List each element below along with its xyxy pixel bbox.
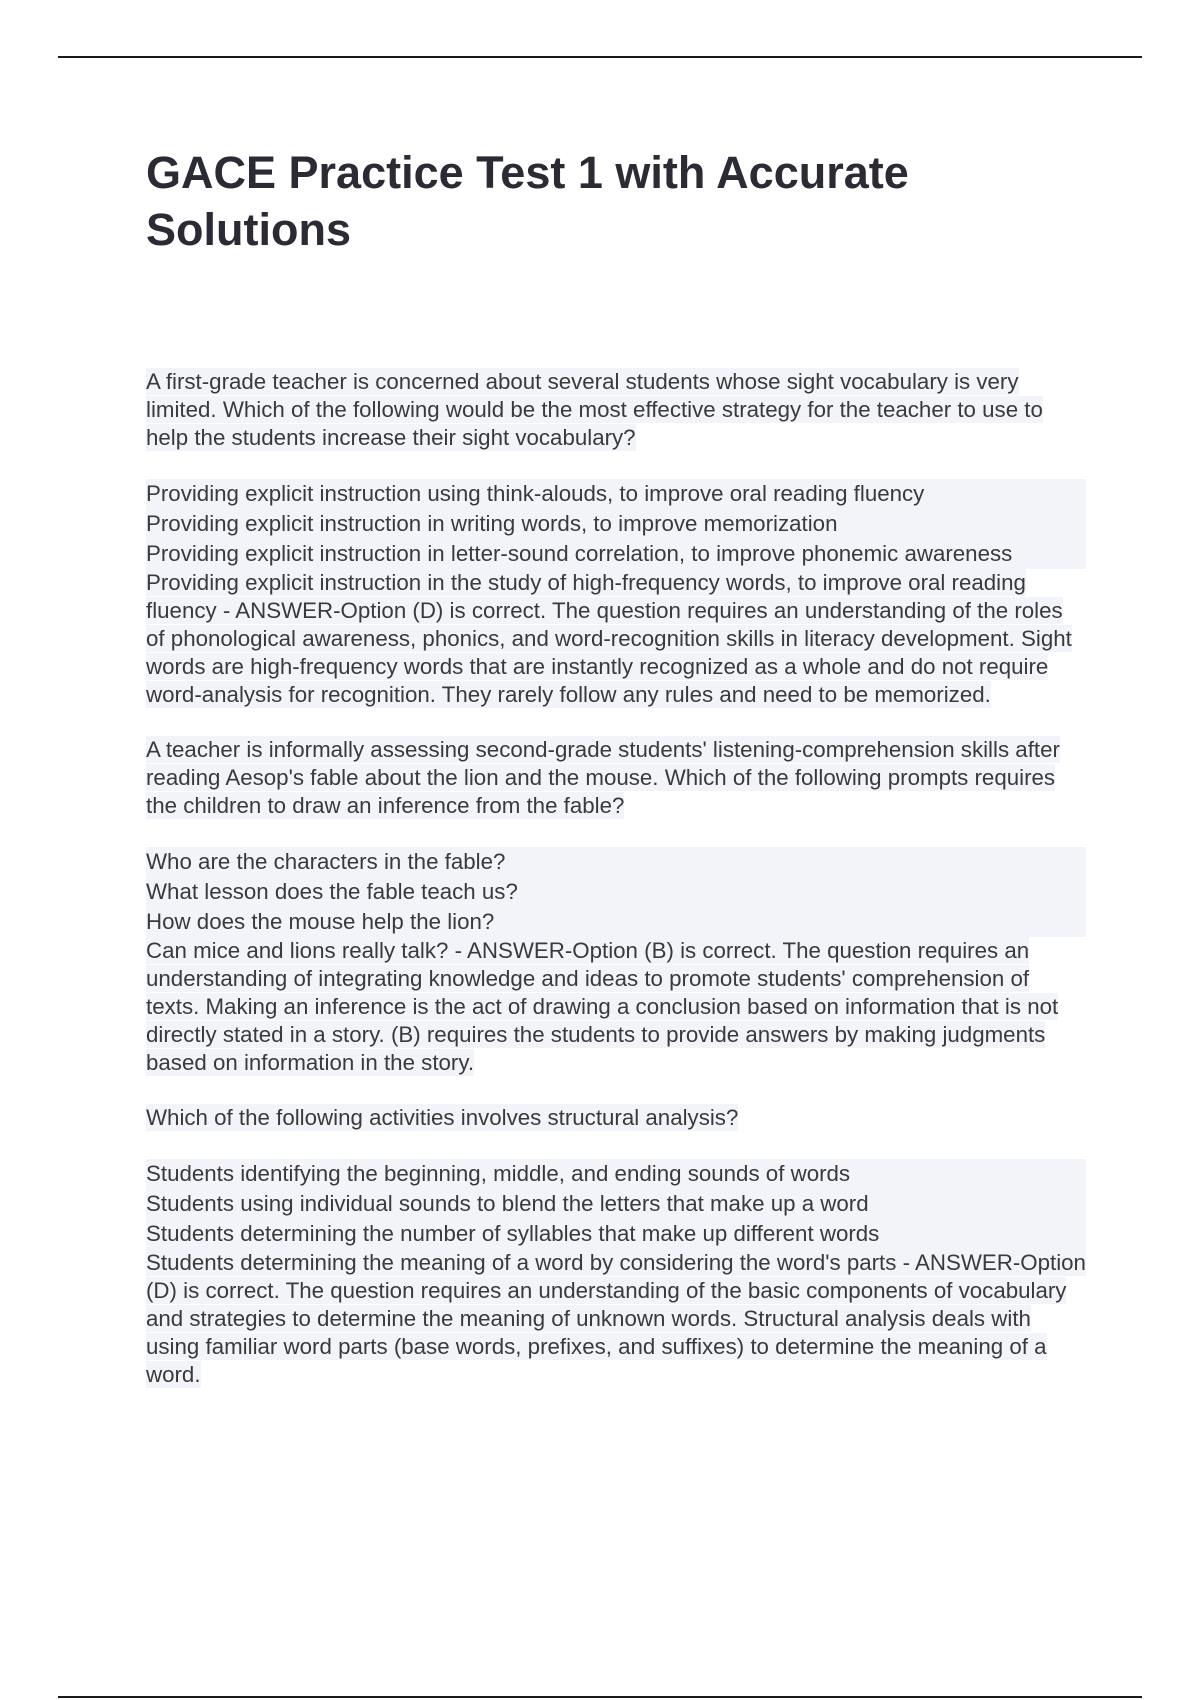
question-3-prompt: Which of the following activities involves structural analysis? [146,1105,739,1130]
question-2-prompt: A teacher is informally assessing second-grade students' listening-comprehension skills after reading Aesop's fable about the lion and the mouse. Which of the following prompts requires the children to draw an inference from the fable? [146,737,1060,818]
question-1-prompt: A first-grade teacher is concerned about several students whose sight vocabulary is very limited. Which of the following would be the most effective strategy for the teacher to use to help the students increase their sight vocabulary? [146,369,1043,450]
bottom-rule [58,1696,1142,1698]
question-options [146,479,1086,709]
question-3-option-d-answer: Students determining the meaning of a word by considering the word's parts - ANSWER-Option (D) is correct. The question requires an understanding of the basic components of vocabulary and strategies to determine the meaning of unknown words. Structural analysis deals with using familiar word parts (base words, prefixes, and suffixes) to determine the meaning of a word. [146,1250,1086,1387]
document-body [146,368,1086,1416]
question-2-option-a: Who are the characters in the fable? [146,847,1086,877]
question-3-option-c: Students determining the number of syllables that make up different words [146,1219,1086,1249]
question-options [146,1159,1086,1389]
question-2-option-c: How does the mouse help the lion? [146,907,1086,937]
question-1-option-a: Providing explicit instruction using think-alouds, to improve oral reading fluency [146,479,1086,509]
question-1-option-d-answer: Providing explicit instruction in the study of high-frequency words, to improve oral reading fluency - ANSWER-Option (D) is correct. The question requires an understanding of the roles of phonological awareness, phonics, and word-recognition skills in literacy development. Sight words are high-frequency words that are instantly recognized as a whole and do not require word-analysis for recognition. They rarely follow any rules and need to be memorized. [146,570,1072,707]
question-1-option-b: Providing explicit instruction in writing words, to improve memorization [146,509,1086,539]
question-1-option-c: Providing explicit instruction in letter-sound correlation, to improve phonemic awareness [146,539,1086,569]
page-title: GACE Practice Test 1 with Accurate Solutions [146,147,909,255]
top-rule [58,56,1142,58]
question-2-option-b: What lesson does the fable teach us? [146,877,1086,907]
question-3-option-a: Students identifying the beginning, middle, and ending sounds of words [146,1159,1086,1189]
question-3-option-b: Students using individual sounds to blend the letters that make up a word [146,1189,1086,1219]
question-prompt [146,736,1086,820]
question-2-option-d-answer: Can mice and lions really talk? - ANSWER-Option (B) is correct. The question requires an understanding of integrating knowledge and ideas to promote students' comprehension of texts. Making an inference is the act of drawing a conclusion based on information that is not directly stated in a story. (B) requires the students to provide answers by making judgments based on information in the story. [146,938,1059,1075]
question-prompt [146,368,1086,452]
question-options [146,847,1086,1077]
question-prompt [146,1104,1086,1132]
